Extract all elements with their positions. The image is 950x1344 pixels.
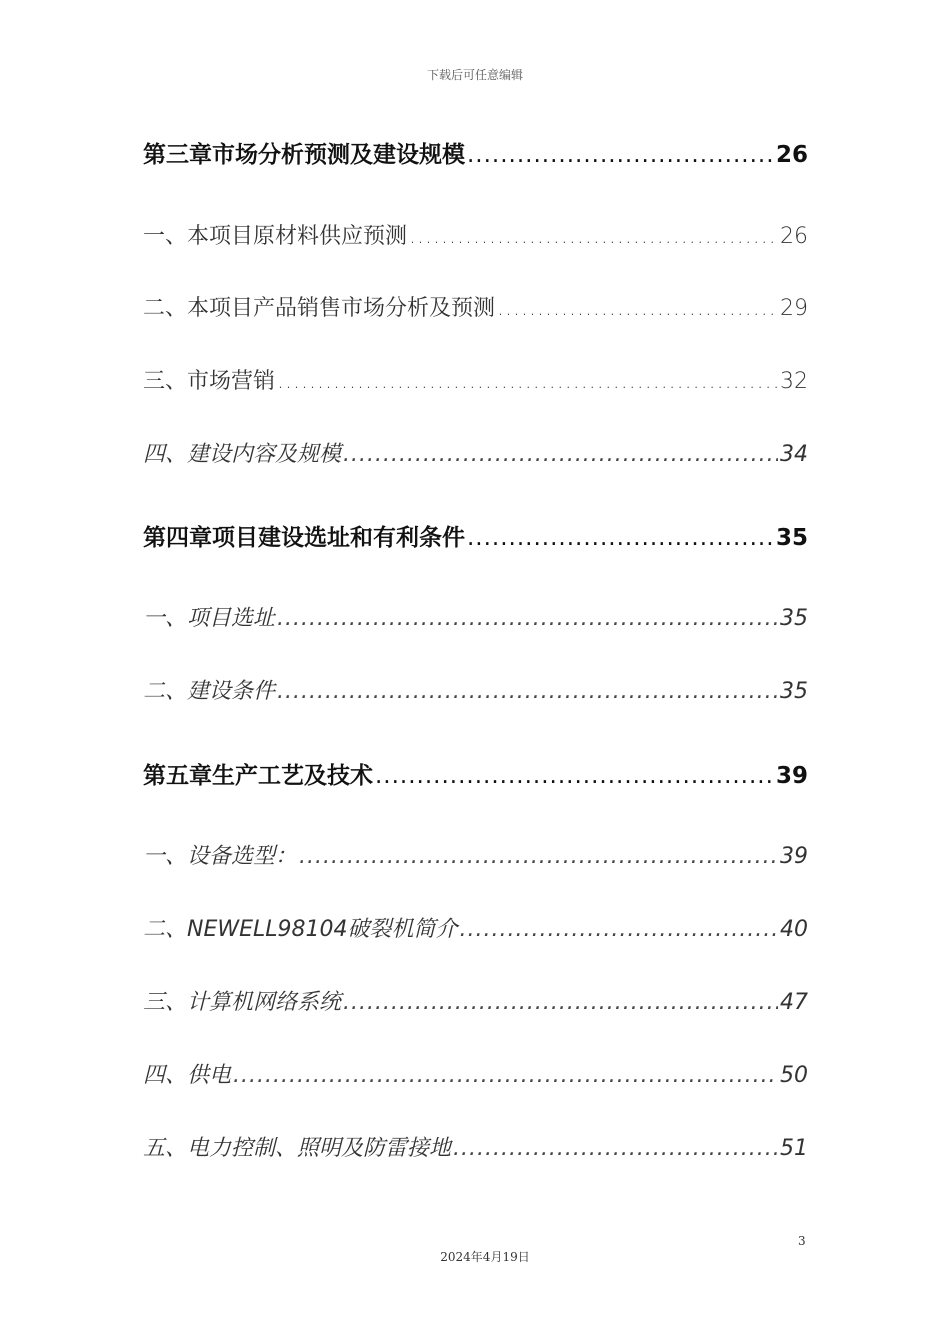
footer-date: 2024年4月19日 [440, 1250, 530, 1264]
toc-leader [497, 296, 778, 321]
toc-entry-label: 一、本项目原材料供应预测 [143, 224, 408, 249]
toc-leader [233, 1063, 778, 1088]
toc-section-5-2[interactable] [143, 912, 808, 943]
toc-leader [343, 442, 778, 467]
toc-entry-page: 35 [780, 679, 808, 704]
toc-entry-label: 二、NEWELL98104破裂机简介 [143, 917, 458, 942]
toc-entry-page: 29 [780, 296, 808, 321]
toc-section-3-3[interactable] [143, 364, 808, 395]
toc-section-5-1[interactable] [143, 839, 808, 870]
toc-section-3-4[interactable] [143, 437, 808, 468]
toc-entry-page: 32 [780, 369, 808, 394]
toc-section-3-2[interactable] [143, 291, 808, 322]
toc-entry-label: 四、供电 [143, 1063, 232, 1088]
toc-entry-page: 34 [780, 442, 808, 467]
toc-entry-page: 35 [775, 525, 808, 551]
toc-section-5-5[interactable] [143, 1131, 808, 1162]
toc-entry-label: 四、建设内容及规模 [143, 442, 342, 467]
header-note: 下载后可任意编辑 [426, 68, 523, 82]
toc-section-5-3[interactable] [143, 985, 808, 1016]
toc-section-4-2[interactable] [143, 674, 808, 705]
toc-entry-page: 39 [775, 763, 808, 789]
toc-leader [460, 917, 778, 942]
toc-chapter-3[interactable] [143, 136, 808, 169]
toc-leader [343, 990, 778, 1015]
page-number: 3 [798, 1234, 806, 1248]
toc-leader [453, 1136, 778, 1161]
toc-entry-label: 第五章生产工艺及技术 [143, 763, 373, 789]
toc-entry-label: 一、设备选型： [143, 844, 298, 869]
toc-entry-page: 51 [780, 1136, 808, 1161]
toc-entry-page: 26 [780, 224, 808, 249]
toc-chapter-4[interactable] [143, 519, 808, 552]
toc-entry-label: 五、电力控制、照明及防雷接地 [143, 1136, 452, 1161]
toc-entry-page: 47 [780, 990, 808, 1015]
toc-entry-page: 26 [775, 142, 808, 168]
toc-entry-label: 第四章项目建设选址和有利条件 [143, 525, 465, 551]
toc-entry-page: 50 [780, 1063, 808, 1088]
toc-entry-label: 三、市场营销 [143, 369, 276, 394]
toc-leader [409, 224, 778, 249]
toc-entry-label: 二、本项目产品销售市场分析及预测 [143, 296, 496, 321]
toc-leader [277, 369, 778, 394]
toc-entry-label: 二、建设条件 [143, 679, 276, 704]
toc-leader [375, 763, 774, 789]
toc-entry-page: 35 [780, 606, 808, 631]
toc-entry-label: 第三章市场分析预测及建设规模 [143, 142, 465, 168]
toc-entry-label: 三、计算机网络系统 [143, 990, 342, 1015]
toc-chapter-5[interactable] [143, 757, 808, 790]
toc-entry-page: 40 [780, 917, 808, 942]
toc-leader [467, 142, 774, 168]
toc-leader [299, 844, 778, 869]
toc-section-4-1[interactable] [143, 601, 808, 632]
toc-section-5-4[interactable] [143, 1058, 808, 1089]
toc-leader [277, 606, 778, 631]
toc-entry-label: 一、项目选址 [143, 606, 276, 631]
toc-entry-page: 39 [780, 844, 808, 869]
toc-leader [277, 679, 778, 704]
toc-section-3-1[interactable] [143, 219, 808, 250]
toc-leader [467, 525, 774, 551]
